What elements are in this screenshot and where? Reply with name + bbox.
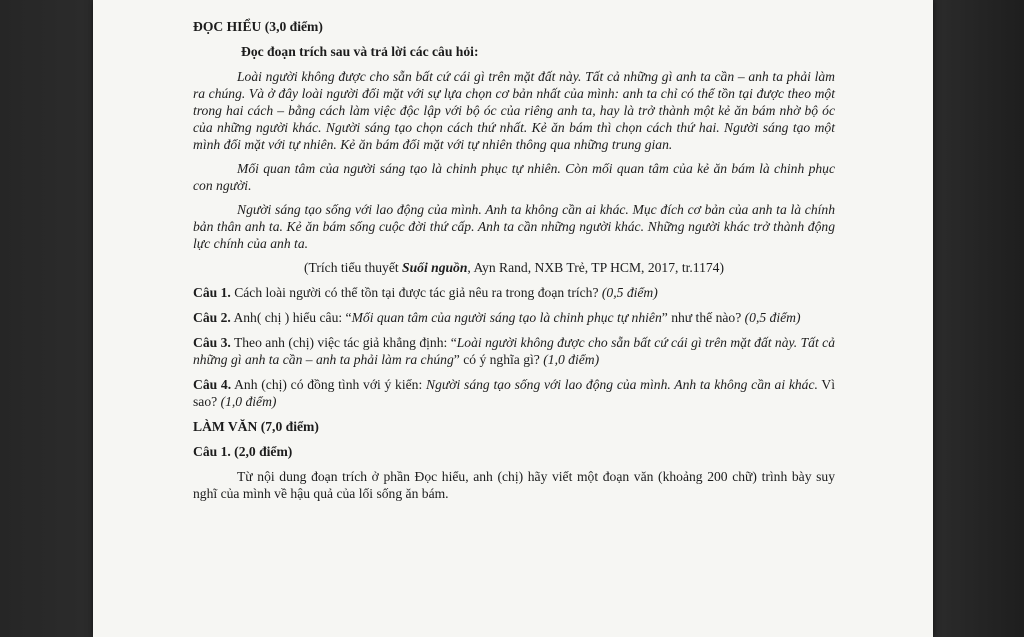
question-text: Anh (chị) có đồng tình với ý kiến: xyxy=(234,377,423,392)
question-4 xyxy=(193,376,835,410)
question-text: Anh( chị ) hiểu câu: “ xyxy=(233,310,352,325)
question-after: ” như thế nào? xyxy=(661,310,742,325)
question-quote: Loài người không được cho sẵn bất cứ cái gì trên mặt đất này. Tất cả những gì anh ta cần – anh ta phải làm ra chúng xyxy=(193,335,835,367)
question-quote: Người sáng tạo sống với lao động của mình. Anh ta không cần ai khác. xyxy=(426,377,818,392)
question-label: Câu 1. xyxy=(193,285,231,300)
reading-heading: ĐỌC HIỂU (3,0 điểm) xyxy=(193,19,323,34)
question-text: Theo anh (chị) việc tác giả khẳng định: “ xyxy=(233,335,457,350)
question-text: Cách loài người có thể tồn tại được tác giả nêu ra trong đoạn trích? xyxy=(234,285,599,300)
question-label: Câu 3. xyxy=(193,335,231,350)
question-points: (0,5 điểm) xyxy=(601,285,658,300)
question-points: (0,5 điểm) xyxy=(744,310,801,325)
passage-paragraph-1: Loài người không được cho sẵn bất cứ cái gì trên mặt đất này. Tất cả những gì anh ta cần – anh ta phải làm ra chúng. Và ở đây loài người đối mặt với sự lựa chọn cơ bản nhất của mình: anh ta chỉ có thể tồn tại được theo một trong hai cách – bằng cách làm việc độc lập với bộ óc của riêng anh ta, hay là trở thành một kẻ ăn bám nhờ bộ óc của những người khác. Người sáng tạo chọn cách thứ nhất. Kẻ ăn bám thì chọn cách thứ hai. Người sáng tạo một mình đối mặt với tự nhiên. Kẻ ăn bám đối mặt với tự nhiên thông qua những trung gian. xyxy=(193,69,835,152)
passage-paragraph-3: Người sáng tạo sống với lao động của mình. Anh ta không cần ai khác. Mục đích cơ bản của anh ta là chính bản thân anh ta. Kẻ ăn bám sống cuộc đời thứ cấp. Anh ta cần những người khác. Những người khác trở thành động lực chính của anh ta. xyxy=(193,202,835,251)
question-label: Câu 4. xyxy=(193,377,232,392)
passage-paragraph-2: Mối quan tâm của người sáng tạo là chinh phục tự nhiên. Còn mối quan tâm của kẻ ăn bám là chinh phục con người. xyxy=(193,161,835,193)
question-quote: Mối quan tâm của người sáng tạo là chinh phục tự nhiên xyxy=(351,310,662,325)
page-content xyxy=(193,18,835,502)
writing-heading: LÀM VĂN (7,0 điểm) xyxy=(193,419,319,434)
source-citation xyxy=(193,259,835,276)
question-after: ” có ý nghĩa gì? xyxy=(453,352,540,367)
question-points: (1,0 điểm) xyxy=(220,394,277,409)
instruction: Đọc đoạn trích sau và trả lời các câu hỏi: xyxy=(241,44,479,59)
question-3 xyxy=(193,334,835,368)
source-title: Suối nguồn xyxy=(402,260,468,275)
question-1 xyxy=(193,284,835,301)
writing-question-text: Từ nội dung đoạn trích ở phần Đọc hiểu, anh (chị) hãy viết một đoạn văn (khoảng 200 chữ) trình bày suy nghĩ của mình về hậu quả của lối sống ăn bám. xyxy=(193,469,835,501)
source-prefix: (Trích tiểu thuyết xyxy=(304,260,403,275)
writing-question-label: Câu 1. (2,0 điểm) xyxy=(193,444,293,459)
source-suffix: , Ayn Rand, NXB Trẻ, TP HCM, 2017, tr.1174) xyxy=(467,260,724,275)
exam-page xyxy=(93,0,933,637)
question-label: Câu 2. xyxy=(193,310,231,325)
question-after: Vì sao? xyxy=(193,377,835,409)
question-points: (1,0 điểm) xyxy=(543,352,600,367)
question-2 xyxy=(193,309,835,326)
